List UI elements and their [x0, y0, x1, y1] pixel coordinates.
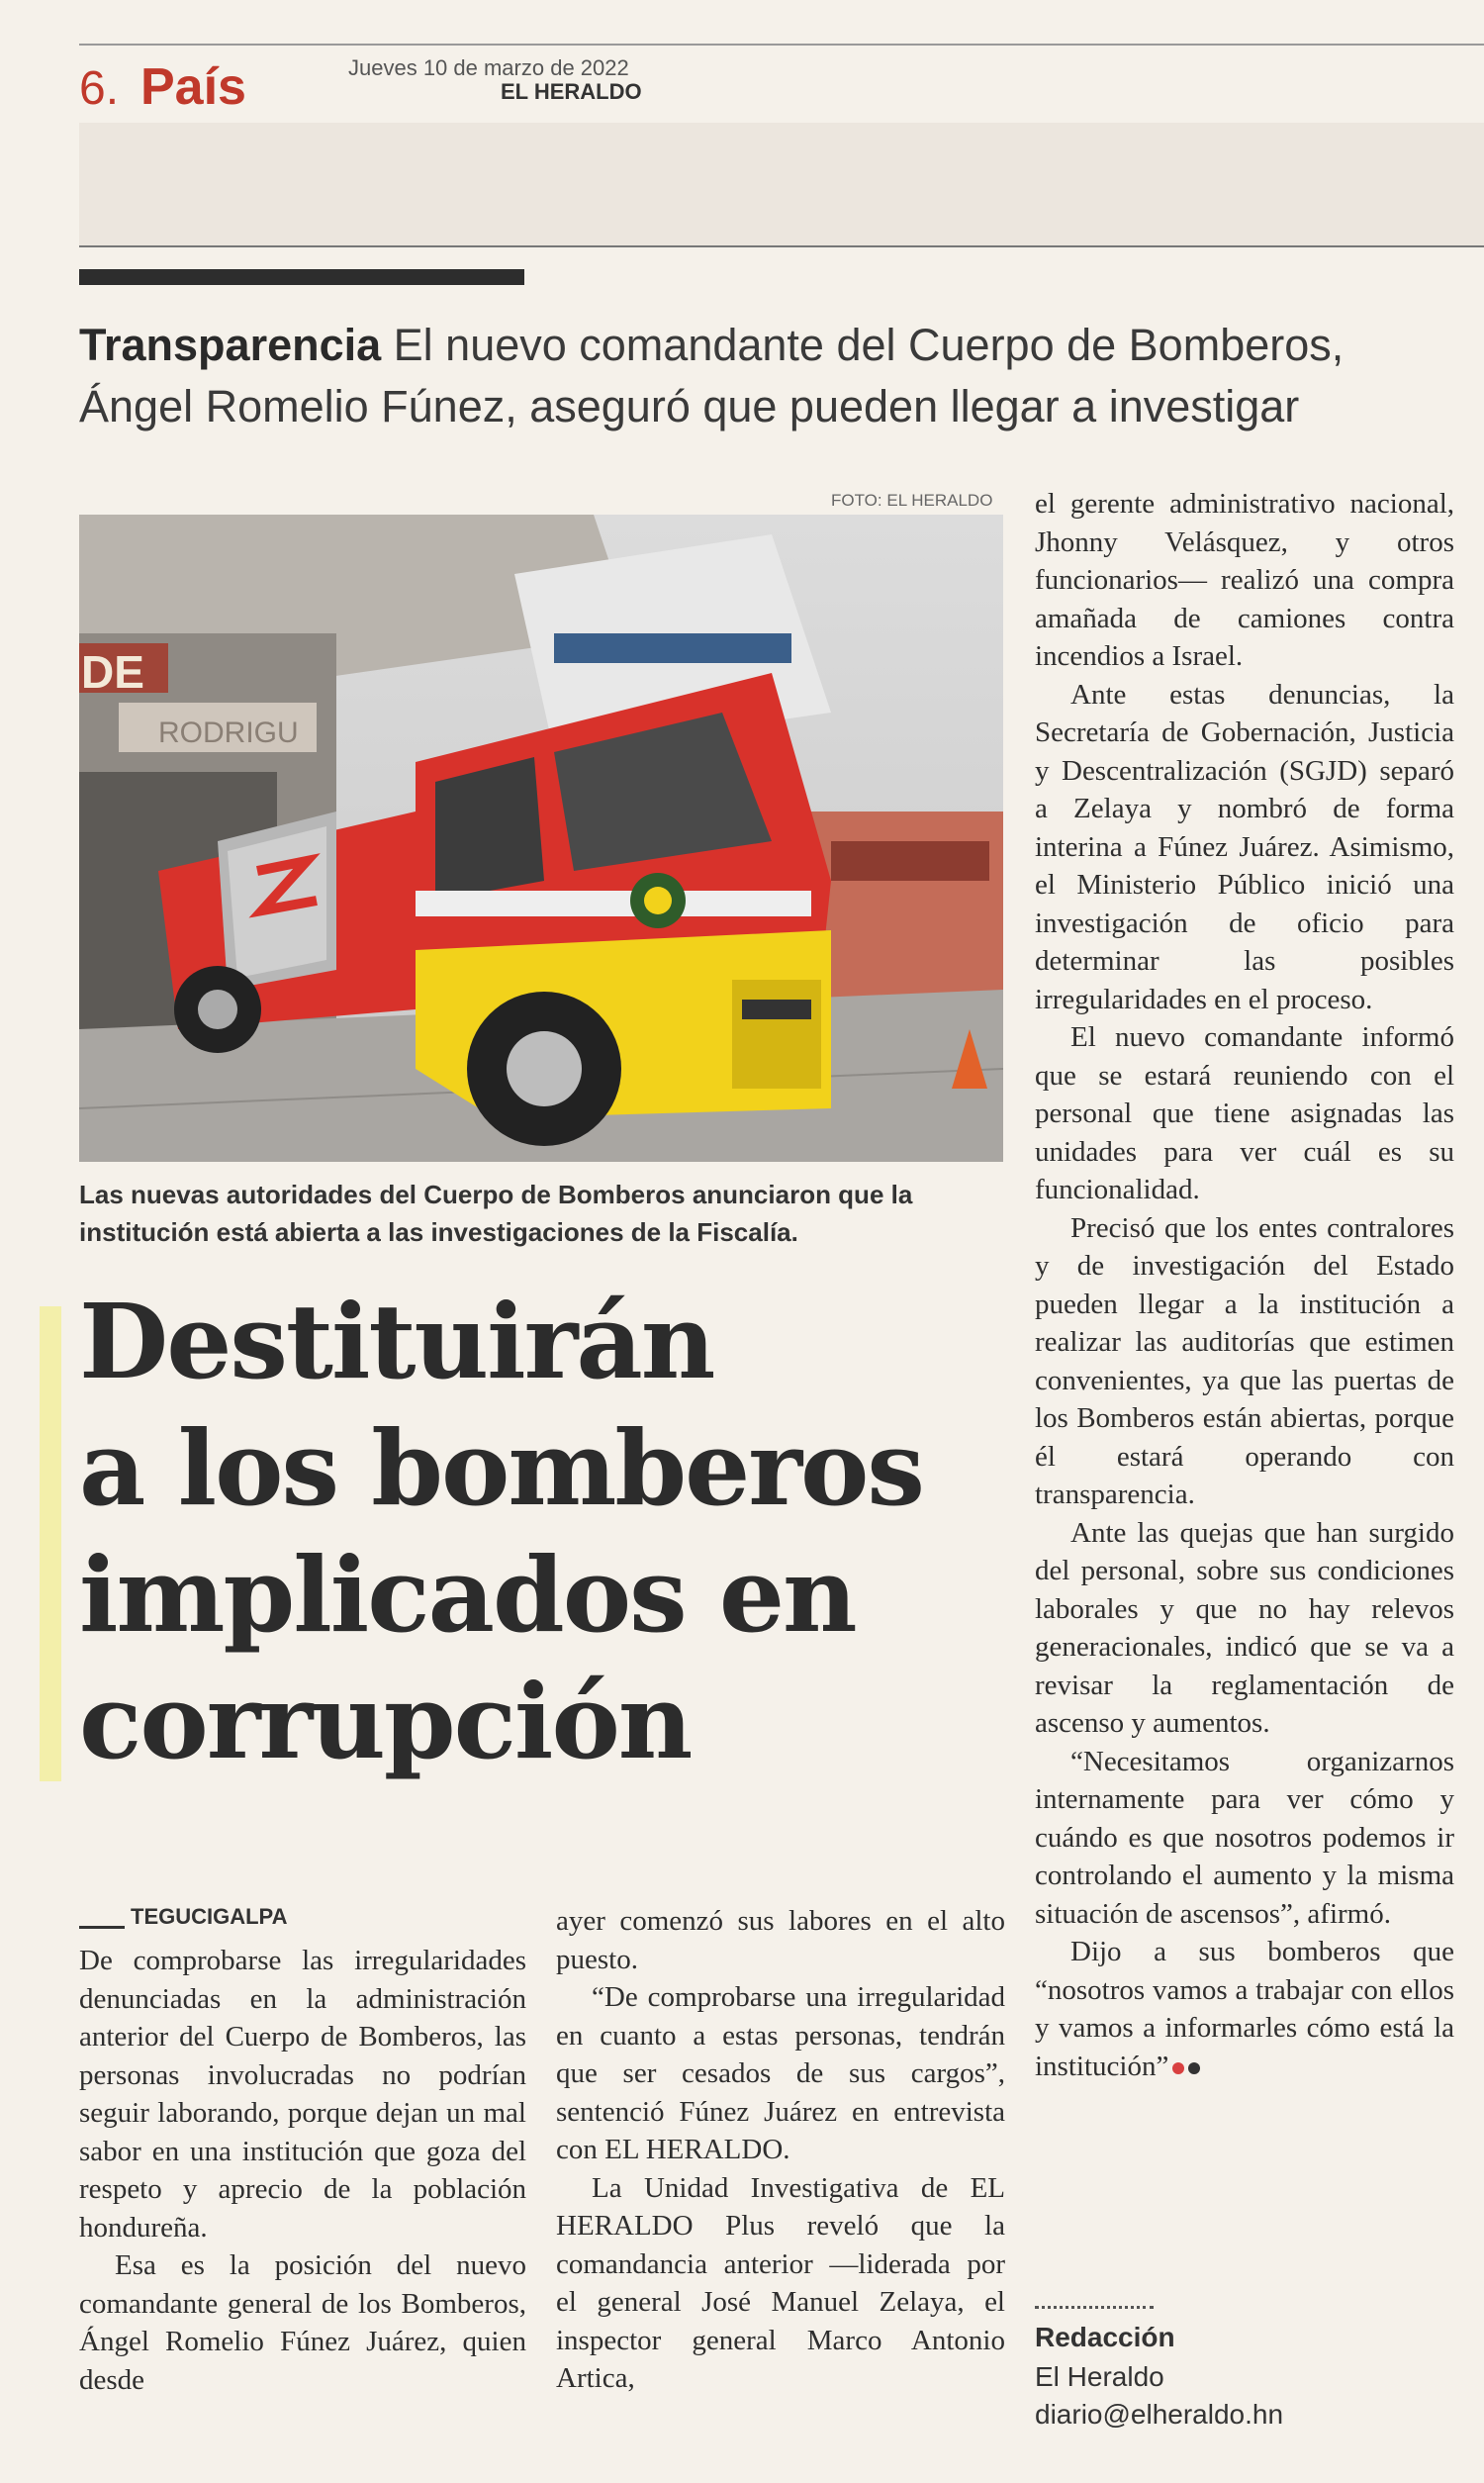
paragraph: La Unidad Investigativa de EL HERALDO Plus reveló que la comandancia anterior —liderada por el general José Manuel Zelaya, el inspector general Marco Antonio Artica,	[556, 2171, 1005, 2394]
paragraph: Esa es la posición del nuevo comandante general de los Bomberos, Ángel Romelio Fúnez Juárez, quien desde	[79, 2249, 526, 2396]
article-deck	[79, 315, 1464, 437]
paragraph: “Necesitamos organizarnos internamente para ver cómo y cuándo es que nosotros podemos ir controlando el aumento y la misma situación de ascensos”, afirmó.	[1035, 1745, 1454, 1930]
paragraph: ayer comenzó sus labores en el alto puesto.	[556, 1905, 1005, 1975]
dateline: TEGUCIGALPA	[131, 1904, 288, 1929]
newspaper-name: EL HERALDO	[501, 79, 642, 104]
headline-line-2: a los bomberos	[79, 1407, 923, 1529]
dateline-rule	[79, 1926, 125, 1929]
fire-truck-illustration	[79, 515, 1003, 1162]
signature-rule	[1035, 2306, 1154, 2309]
end-mark-dark-dot-icon	[1188, 2062, 1200, 2074]
byline: Redacción	[1035, 2322, 1175, 2352]
paragraph: el gerente administrativo nacional, Jhonny Velásquez, y otros funcionarios— realizó una compra amañada de camiones contra incendios a Israel.	[1035, 488, 1454, 672]
headline-line-1: Destituirán	[79, 1281, 714, 1402]
section-number: 6.	[79, 62, 120, 115]
paragraph: El nuevo comandante informó que se estará reuniendo con el personal que tiene asignadas las unidades para ver cuál es su funcionalidad.	[1035, 1021, 1454, 1205]
deck-text: El nuevo comandante del Cuerpo de Bomberos, Ángel Romelio Fúnez, aseguró que pueden llegar a investigar	[79, 320, 1345, 431]
article-column-1	[79, 1942, 526, 2399]
paragraph-final	[1035, 1933, 1454, 2085]
deck-bar	[79, 269, 524, 285]
header-rule	[79, 245, 1484, 247]
article-column-2	[556, 1902, 1005, 2398]
section-name: País	[140, 58, 246, 116]
sign-text-rodrigu: RODRIGU	[158, 716, 299, 749]
paragraph: Ante estas denuncias, la Secretaría de Gobernación, Justicia y Descentralización (SGJD) separó a Zelaya y nombró de forma interina a Fúnez Juárez. Asimismo, el Ministerio Público inició una investigación de oficio para determinar las posibles irregularidades en el proceso.	[1035, 678, 1454, 1015]
fire-truck-photo	[79, 515, 1003, 1162]
publication-date: Jueves 10 de marzo de 2022	[348, 55, 629, 80]
article-column-3	[1035, 485, 1454, 2085]
headline	[79, 1279, 1009, 1785]
final-paragraph-text: Dijo a sus bomberos que “nosotros vamos a trabajar con ellos y vamos a informarles cómo está la institución”	[1035, 1936, 1454, 2082]
header-shade-band	[79, 123, 1484, 245]
headline-line-4: corrupción	[79, 1661, 692, 1782]
photo-credit: FOTO: EL HERALDO	[831, 491, 993, 510]
paragraph: Ante las quejas que han surgido del personal, sobre sus condiciones laborales y que no hay relevos generacionales, indicó que se va a revisar la reglamentación de ascenso y aumentos.	[1035, 1516, 1454, 1739]
photo-caption: Las nuevas autoridades del Cuerpo de Bomberos anunciaron que la institución está abierta a las investigaciones de la Fiscalía.	[79, 1180, 913, 1247]
end-mark-red-dot-icon	[1172, 2062, 1184, 2074]
deck-kicker: Transparencia	[79, 320, 382, 370]
byline-outlet: El Heraldo	[1035, 2361, 1164, 2392]
sign-text-de: DE	[81, 646, 144, 698]
paragraph: Precisó que los entes contralores y de investigación del Estado pueden llegar a la institución a realizar las auditorías que estimen convenientes, ya que las puertas de los Bomberos están abiertas, porque él estará operando con transparencia.	[1035, 1211, 1454, 1510]
paragraph: “De comprobarse una irregularidad en cuanto a estas personas, tendrán que ser cesados de sus cargos”, sentenció Fúnez Juárez en entrevista con EL HERALDO.	[556, 1981, 1005, 2165]
highlight-mark	[40, 1306, 61, 1781]
top-rule	[79, 44, 1484, 46]
paragraph: De comprobarse las irregularidades denunciadas en la administración anterior del Cuerpo de Bomberos, las personas involucradas no podrían seguir laborando, porque dejan un mal sabor en una institución que goza del respeto y aprecio de la población hondureña.	[79, 1945, 526, 2244]
byline-email[interactable]: diario@elheraldo.hn	[1035, 2399, 1284, 2430]
headline-line-3: implicados en	[79, 1534, 856, 1656]
